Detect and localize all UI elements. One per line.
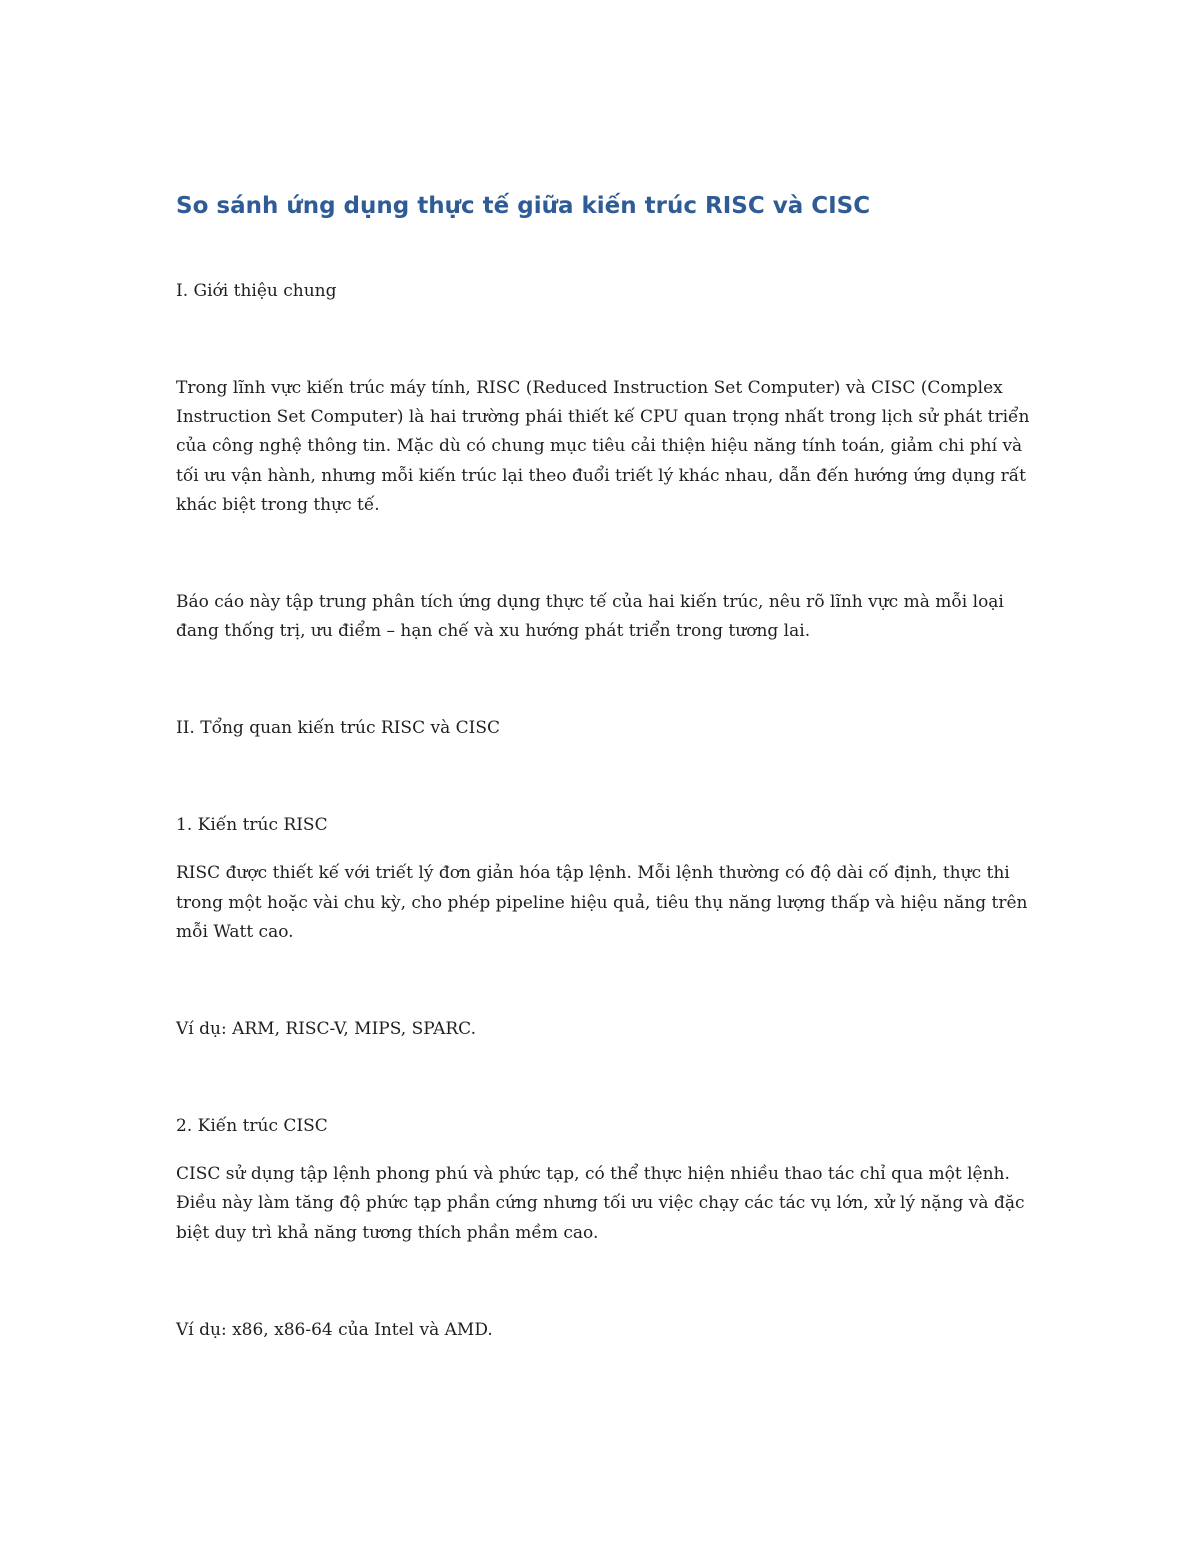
subsection-heading-risc: 1. Kiến trúc RISC xyxy=(176,815,328,836)
document-body xyxy=(176,190,1036,1345)
intro-paragraph-1: Trong lĩnh vực kiến trúc máy tính, RISC (Reduced Instruction Set Computer) và CISC (Complex Instruction Set Computer) là hai trường phái thiết kế CPU quan trọng nhất trong lịch sử phát triển của công nghệ thông tin. Mặc dù có chung mục tiêu cải thiện hiệu năng tính toán, giảm chi phí và tối ưu vận hành, nhưng mỗi kiến trúc lại theo đuổi triết lý khác nhau, dẫn đến hướng ứng dụng rất khác biệt trong thực tế. xyxy=(176,378,1030,515)
cisc-example: Ví dụ: x86, x86-64 của Intel và AMD. xyxy=(176,1319,493,1340)
intro-paragraph-2: Báo cáo này tập trung phân tích ứng dụng thực tế của hai kiến trúc, nêu rõ lĩnh vực mà mỗi loại đang thống trị, ưu điểm – hạn chế và xu hướng phát triển trong tương lai. xyxy=(176,592,1004,642)
section-heading-intro: I. Giới thiệu chung xyxy=(176,281,337,301)
cisc-paragraph: CISC sử dụng tập lệnh phong phú và phức tạp, có thể thực hiện nhiều thao tác chỉ qua một lệnh. Điều này làm tăng độ phức tạp phần cứng nhưng tối ưu việc chạy các tác vụ lớn, xử lý nặng và đặc biệt duy trì khả năng tương thích phần mềm cao. xyxy=(176,1164,1025,1243)
subsection-heading-cisc: 2. Kiến trúc CISC xyxy=(176,1116,328,1137)
document-title: So sánh ứng dụng thực tế giữa kiến trúc RISC và CISC xyxy=(176,193,871,219)
section-heading-overview: II. Tổng quan kiến trúc RISC và CISC xyxy=(176,718,501,739)
risc-example: Ví dụ: ARM, RISC-V, MIPS, SPARC. xyxy=(176,1019,476,1040)
risc-paragraph: RISC được thiết kế với triết lý đơn giản hóa tập lệnh. Mỗi lệnh thường có độ dài cố định, thực thi trong một hoặc vài chu kỳ, cho phép pipeline hiệu quả, tiêu thụ năng lượng thấp và hiệu năng trên mỗi Watt cao. xyxy=(176,863,1028,942)
